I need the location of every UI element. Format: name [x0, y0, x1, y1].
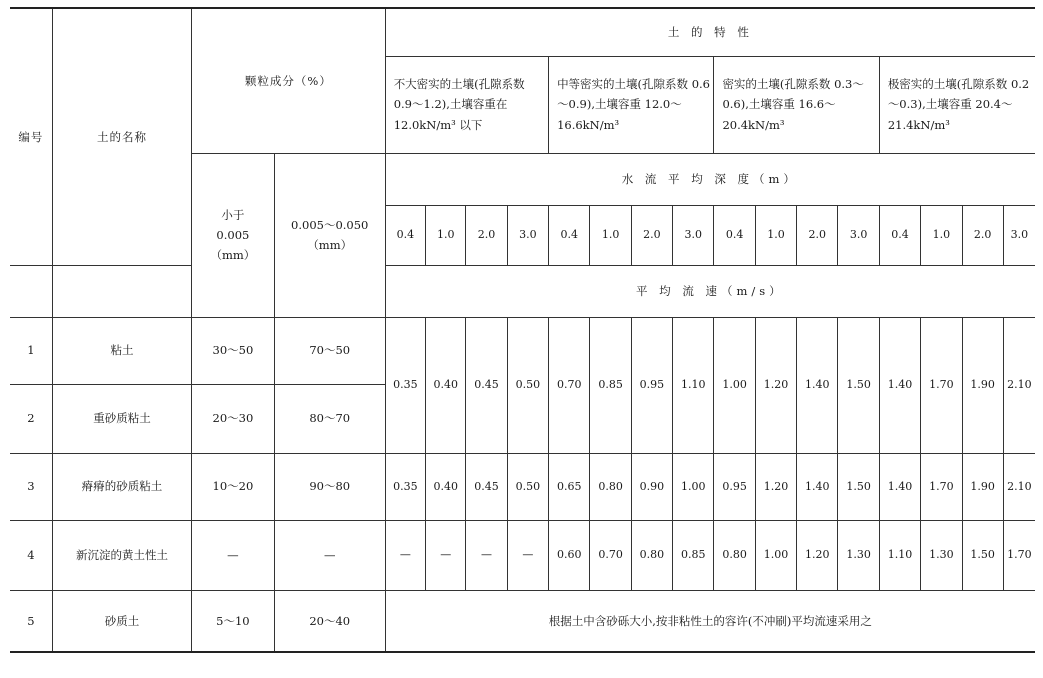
velocity-cell: 0.80 — [590, 453, 631, 520]
group-header-4: 极密实的土壤(孔隙系数 0.2～0.3),土壤容重 20.4～21.4kN/m³ — [879, 56, 1035, 153]
velocity-cell: 1.40 — [797, 453, 838, 520]
header-id: 编号 — [10, 8, 52, 265]
row-size-small: — — [192, 520, 275, 590]
table-row — [10, 590, 1035, 652]
velocity-cell: 0.60 — [549, 520, 590, 590]
row-size-mid: 80～70 — [274, 384, 385, 453]
velocity-cell: 1.10 — [673, 317, 714, 453]
row-size-small: 10～20 — [192, 453, 275, 520]
row-name: 砂质土 — [52, 590, 191, 652]
depth-cell: 3.0 — [673, 205, 714, 265]
depth-cell: 0.4 — [549, 205, 590, 265]
velocity-cell: 0.45 — [466, 317, 507, 453]
velocity-cell: 0.95 — [714, 453, 755, 520]
table-row — [10, 317, 1035, 384]
row-size-mid: 70～50 — [274, 317, 385, 384]
row-id: 4 — [10, 520, 52, 590]
velocity-cell: 0.80 — [631, 520, 672, 590]
velocity-cell: 1.50 — [838, 317, 879, 453]
depth-cell: 0.4 — [714, 205, 755, 265]
velocity-cell: 1.70 — [921, 453, 962, 520]
header-size-mid: 0.005～0.050（mm） — [274, 153, 385, 317]
header-size-small: 小于 0.005（mm） — [192, 153, 275, 317]
row-5-note: 根据土中含砂砾大小,按非粘性土的容许(不冲刷)平均流速采用之 — [385, 590, 1035, 652]
depth-cell: 1.0 — [921, 205, 962, 265]
header-properties: 土 的 特 性 — [385, 8, 1035, 56]
velocity-cell: 0.40 — [426, 453, 466, 520]
depth-cell: 3.0 — [838, 205, 879, 265]
header-name-continuation — [52, 265, 191, 317]
velocity-cell: 0.45 — [466, 453, 507, 520]
velocity-cell: 0.85 — [590, 317, 631, 453]
velocity-cell: 1.50 — [962, 520, 1003, 590]
velocity-cell: 1.70 — [1003, 520, 1035, 590]
row-name: 重砂质粘土 — [52, 384, 191, 453]
row-size-small: 20～30 — [192, 384, 275, 453]
depth-cell: 3.0 — [507, 205, 548, 265]
group-header-3: 密实的土壤(孔隙系数 0.3～0.6),土壤容重 16.6～20.4kN/m³ — [714, 56, 879, 153]
row-name: 粘土 — [52, 317, 191, 384]
depth-cell: 1.0 — [426, 205, 466, 265]
velocity-cell: — — [426, 520, 466, 590]
velocity-cell: — — [466, 520, 507, 590]
velocity-cell: 2.10 — [1003, 317, 1035, 453]
group-header-1: 不大密实的土壤(孔隙系数 0.9～1.2),土壤容重在 12.0kN/m³ 以下 — [385, 56, 548, 153]
velocity-cell: 1.30 — [921, 520, 962, 590]
depth-cell: 0.4 — [385, 205, 425, 265]
velocity-cell: 1.70 — [921, 317, 962, 453]
velocity-cell: 1.40 — [879, 453, 920, 520]
velocity-cell: 0.95 — [631, 317, 672, 453]
row-name: 新沉淀的黄土性土 — [52, 520, 191, 590]
velocity-cell: 1.30 — [838, 520, 879, 590]
velocity-cell: 1.20 — [755, 453, 796, 520]
header-row-1 — [10, 8, 1035, 56]
row-size-mid: 90～80 — [274, 453, 385, 520]
row-size-mid: 20～40 — [274, 590, 385, 652]
table-row — [10, 520, 1035, 590]
header-name: 土的名称 — [52, 8, 191, 265]
row-name: 瘠瘠的砂质粘土 — [52, 453, 191, 520]
group-header-2: 中等密实的土壤(孔隙系数 0.6～0.9),土壤容重 12.0～16.6kN/m³ — [549, 56, 714, 153]
row-size-mid: — — [274, 520, 385, 590]
row-id: 2 — [10, 384, 52, 453]
velocity-cell: 1.40 — [797, 317, 838, 453]
velocity-cell: 1.90 — [962, 453, 1003, 520]
velocity-cell: 1.00 — [755, 520, 796, 590]
velocity-cell: 0.65 — [549, 453, 590, 520]
velocity-cell: 0.80 — [714, 520, 755, 590]
velocity-cell: 1.20 — [755, 317, 796, 453]
velocity-cell: 0.35 — [385, 317, 425, 453]
depth-cell: 0.4 — [879, 205, 920, 265]
depth-cell: 2.0 — [797, 205, 838, 265]
header-velocity: 平 均 流 速（m/s） — [385, 265, 1035, 317]
velocity-cell: 0.90 — [631, 453, 672, 520]
velocity-cell: 0.70 — [590, 520, 631, 590]
soil-velocity-table — [10, 7, 1035, 653]
depth-cell: 2.0 — [962, 205, 1003, 265]
header-row-velocity — [10, 265, 1035, 317]
row-size-small: 30～50 — [192, 317, 275, 384]
depth-cell: 3.0 — [1003, 205, 1035, 265]
velocity-cell: 0.70 — [549, 317, 590, 453]
velocity-cell: 1.20 — [797, 520, 838, 590]
table-container — [10, 7, 1035, 653]
depth-cell: 2.0 — [631, 205, 672, 265]
header-depth: 水 流 平 均 深 度（m） — [385, 153, 1035, 205]
velocity-cell: — — [507, 520, 548, 590]
velocity-cell: 0.35 — [385, 453, 425, 520]
row-size-small: 5～10 — [192, 590, 275, 652]
velocity-cell: 1.40 — [879, 317, 920, 453]
row-id: 1 — [10, 317, 52, 384]
header-id-continuation — [10, 265, 52, 317]
row-id: 5 — [10, 590, 52, 652]
velocity-cell: 2.10 — [1003, 453, 1035, 520]
velocity-cell: 1.10 — [879, 520, 920, 590]
velocity-cell: 0.85 — [673, 520, 714, 590]
velocity-cell: 0.40 — [426, 317, 466, 453]
velocity-cell: 0.50 — [507, 317, 548, 453]
header-composition: 颗粒成分（%） — [192, 8, 386, 153]
depth-cell: 2.0 — [466, 205, 507, 265]
velocity-cell: 0.50 — [507, 453, 548, 520]
velocity-cell: 1.90 — [962, 317, 1003, 453]
velocity-cell: 1.50 — [838, 453, 879, 520]
row-id: 3 — [10, 453, 52, 520]
depth-cell: 1.0 — [755, 205, 796, 265]
velocity-cell: 1.00 — [673, 453, 714, 520]
velocity-cell: — — [385, 520, 425, 590]
depth-cell: 1.0 — [590, 205, 631, 265]
table-row — [10, 453, 1035, 520]
velocity-cell: 1.00 — [714, 317, 755, 453]
